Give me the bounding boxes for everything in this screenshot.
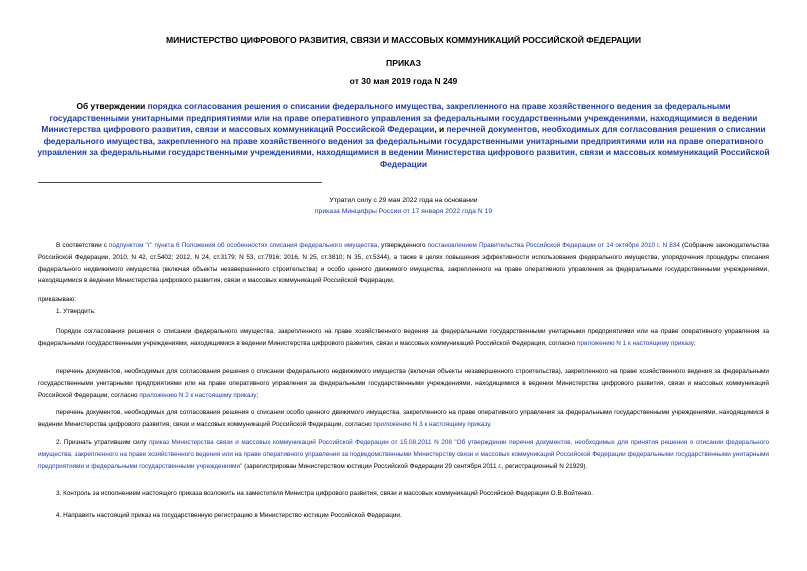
appendix-3-link[interactable]: приложению N 3 к настоящему приказу <box>373 420 490 428</box>
ministry-heading: МИНИСТЕРСТВО ЦИФРОВОГО РАЗВИТИЯ, СВЯЗИ И МАССОВЫХ КОММУНИКАЦИЙ РОССИЙСКОЙ ФЕДЕРАЦИИ <box>165 35 642 45</box>
list-1-text: перечень документов, необходимых для согласования решения о списании федерального недвижимого имущества (включая объекты незавершенного строительства), закрепленного на праве хозяйственного ведения за федеральными государственными унитарными предприятиями или на праве оперативного управления за федеральными государственными учреждениями, находящимися в ведении Министерства цифрового развития, связи и массовых коммуникаций Российской Федерации, согласно <box>38 368 769 399</box>
repeal-order-link[interactable]: приказа Минцифры России от 17 января 2022 года N 19 <box>314 208 493 215</box>
order-paragraph <box>38 326 769 350</box>
order-text: Порядок согласования решения о списании федерального имущества, закрепленного на праве хозяйственного ведения за федеральными государственными унитарными предприятиями или на праве оперативного управления за федеральными государственными учреждениями, находящимися в ведении Министерства цифрового развития, связи и массовых коммуникаций Российской Федерации, согласно <box>38 328 769 347</box>
repeal-note-link-line <box>0 208 807 215</box>
title-middle: , и <box>434 124 447 135</box>
item-2-paragraph <box>38 437 769 472</box>
item-2-text-1: 2. Признать утратившим силу <box>56 439 150 446</box>
regulation-link[interactable]: подпунктом "г" пункта 6 Положения об особенностях списания федерального имущества <box>109 242 378 249</box>
preamble-paragraph <box>38 240 769 287</box>
list-2-paragraph <box>38 407 769 431</box>
government-decree-link[interactable]: постановлением Правительства Российской Федерации от 14 октября 2010 г. N 834 <box>427 242 680 249</box>
repeal-note: Утратил силу с 29 мая 2022 года на основании <box>329 197 478 204</box>
title-link-order[interactable]: порядка согласования решения о списании федерального имущества, закрепленного на праве хозяйственного ведения за федеральными государственными унитарными предприятиями или на праве оперативного управления за федеральными государственными учреждениями, находящимися в ведении Министерства цифрового развития, связи и массовых коммуникаций Российской Федерации <box>41 101 758 135</box>
title-link-lists[interactable]: перечней документов, необходимых для согласования решения о списании федерального имущества, закрепленного на праве хозяйственного ведения за федеральными государственными унитарными предприятиями или на праве оперативного управления за федеральными государственными учреждениями, находящимися в ведении Министерства цифрового развития, связи и массовых коммуникаций Российской Федерации <box>37 124 770 169</box>
orders-word: приказываю: <box>38 296 76 303</box>
appendix-2-link[interactable]: приложению N 2 к настоящему приказу <box>139 391 257 399</box>
list-2-end: . <box>489 420 492 428</box>
item-2-text-2: (зарегистрирован Министерством юстиции Российской Федерации 29 сентября 2011 г., регистрационный N 21929). <box>242 462 588 470</box>
document-title <box>36 101 771 171</box>
preamble-text-1: В соответствии с <box>56 242 109 249</box>
doc-type-heading: ПРИКАЗ <box>386 58 421 68</box>
list-2-text: перечень документов, необходимых для согласования решения о списании особо ценного движимого имущества, закрепленного на праве оперативного управления за федеральными государственными учреждениями, находящимися в ведении Министерства цифрового развития, связи и массовых коммуникаций Российской Федерации, согласно <box>38 409 769 428</box>
repealed-order-link[interactable]: приказ Министерства связи и массовых коммуникаций Российской Федерации от 15.08.2011 N 208 "Об утверждении перечня документов, необходимых для принятия решения о списании федерального имущества, закрепленного на праве хозяйственного ведения или на праве оперативного управления за подведомственными Министерству связи и массовых коммуникаций Российской Федерации федеральными государственными унитарными предприятиями и федеральными государственными учреждениями" <box>38 439 769 470</box>
appendix-1-link[interactable]: приложению N 1 к настоящему приказу <box>576 339 694 347</box>
list-1-paragraph <box>38 366 769 401</box>
item-1: 1. Утвердить: <box>56 308 96 315</box>
list-1-end: ; <box>256 391 259 399</box>
preamble-text-2: , утвержденного <box>377 242 428 249</box>
separator-line <box>38 182 322 183</box>
item-3-paragraph: 3. Контроль за исполнением настоящего приказа возложить на заместителя Министра цифрового развития, связи и массовых коммуникаций Российской Федерации О.В.Войтенко. <box>56 490 593 497</box>
date-number-heading: от 30 мая 2019 года N 249 <box>349 76 458 86</box>
title-prefix: Об утверждении <box>76 101 148 111</box>
item-4-paragraph: 4. Направить настоящий приказ на государственную регистрацию в Министерство юстиции Российской Федерации. <box>56 512 402 519</box>
preamble-text-3: (Собрание законодательства Российской Федерации, 2010, N 42, ст.5402; 2012, N 24, ст.3179; N 53, ст.7916; 2016, N 25, ст.3810; N 35, ст.5344), а также в целях повышения эффективности использования федерального имущества, упорядочения процедуры списания федерального недвижимого имущества (включая объекты незавершенного строительства) и особо ценного движимого имущества, закрепленного на праве оперативного управления за федеральными государственными учреждениями, находящимися в ведении Министерства цифрового развития, связи и массовых коммуникаций Российской Федерации, <box>38 242 769 285</box>
order-end: ; <box>693 339 696 347</box>
